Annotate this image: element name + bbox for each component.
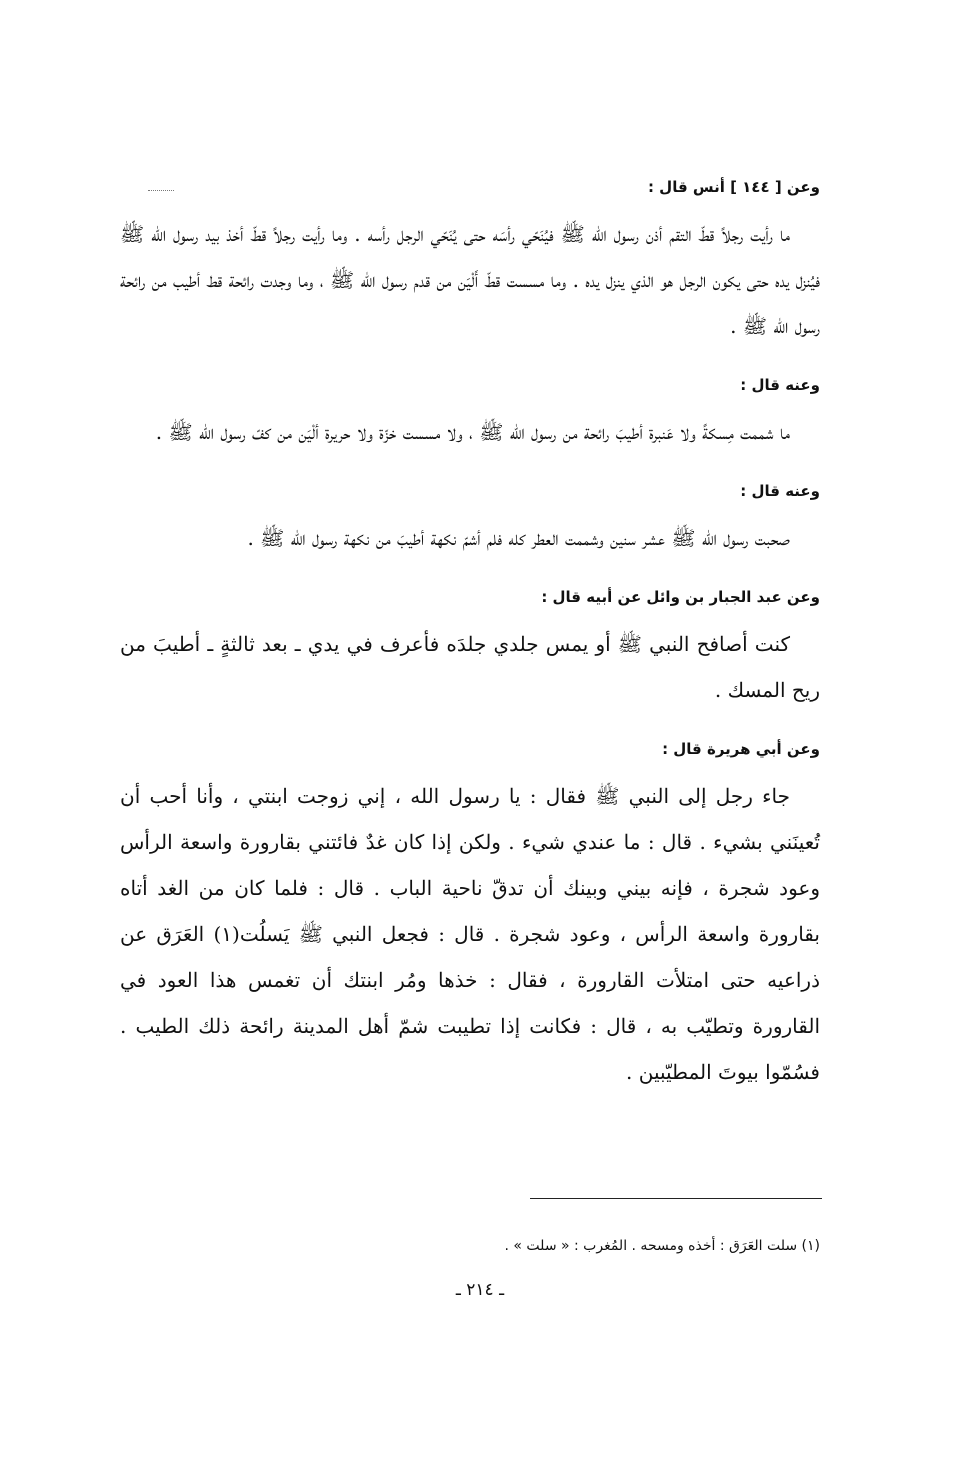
- page-body: [120, 175, 820, 1119]
- section-text: ما رأيت رجلاً قطّ التقم أذن رسول الله ﷺ فيُنَحّي رأسَه حتى يُنَحّي الرجل رأسه . وما رأيت رجلاً قطّ أخذ بيد رسول الله ﷺ فيُنزل يده حتى يكون الرجل هو الذي ينزل يده . وما مسست قطّ أَلْيَن من قدم رسول الله ﷺ ، وما وجدت رائحة قط أطيب من رائحة رسول الله ﷺ .: [120, 222, 820, 338]
- footnote-divider: [530, 1198, 822, 1199]
- section-heading: وعنه قال :: [740, 482, 820, 500]
- section-text: كنت أصافح النبي ﷺ أو يمس جلدي جلدَه فأعرف في يدي ـ بعد ثالثةٍ ـ أطيبَ من ريح المسك .: [120, 632, 820, 702]
- page-number: ـ ٢١٤ ـ: [455, 1280, 505, 1300]
- section-abduljabbar: [120, 585, 820, 713]
- section-text: جاء رجل إلى النبي ﷺ فقال : يا رسول الله ، إني زوجت ابنتي ، وأنا أحب أن تُعينَني بشيء . قال : ما عندي شيء . ولكن إذا كان غدٌ فائتني بقارورة واسعة الرأس وعود شجرة ، فإنه بيني وبينك أن تدقّ ناحية الباب . قال : فلما كان من الغد أتاه بقارورة واسعة الرأس ، وعود شجرة . قال : فجعل النبي ﷺ يَسلُت(١) العَرَق عن ذراعيه حتى امتلأت القارورة ، فقال : خذها ومُر ابنتك أن تغمس هذا العود في القارورة وتطيّب به ، قال : فكانت إذا تطيبت شمّ أهل المدينة رائحة ذلك الطيب . فسُمّوا بيوتَ المطيّبين .: [120, 784, 820, 1084]
- section-anas-3: [120, 479, 820, 561]
- footnote: (١) سلت العَرَق : أخذه ومسحه . المُغرب : « سلت » .: [504, 1238, 820, 1254]
- section-heading: وعن أبي هريرة قال :: [662, 740, 820, 758]
- section-text: صحبت رسول الله ﷺ عشر سنين وشممت العطر كله فلم أشمّ نكهة أطيبَ من نكهة رسول الله ﷺ .: [247, 526, 790, 550]
- section-anas-2: [120, 373, 820, 455]
- section-heading: وعنه قال :: [740, 376, 820, 394]
- section-heading: وعن عبد الجبار بن وائل عن أبيه قال :: [541, 588, 820, 606]
- section-abuhurairah: [120, 737, 820, 1095]
- section-heading: وعن [ ١٤٤ ] أنس قال :: [647, 178, 820, 196]
- section-text: ما شممت مِسكةً ولا عَنبرة أطيبَ رائحة من رسول الله ﷺ ، ولا مسست خزّة ولا حريرة ألْيَن من كفّ رسول الله ﷺ .: [155, 420, 790, 444]
- section-anas-1: [120, 175, 820, 349]
